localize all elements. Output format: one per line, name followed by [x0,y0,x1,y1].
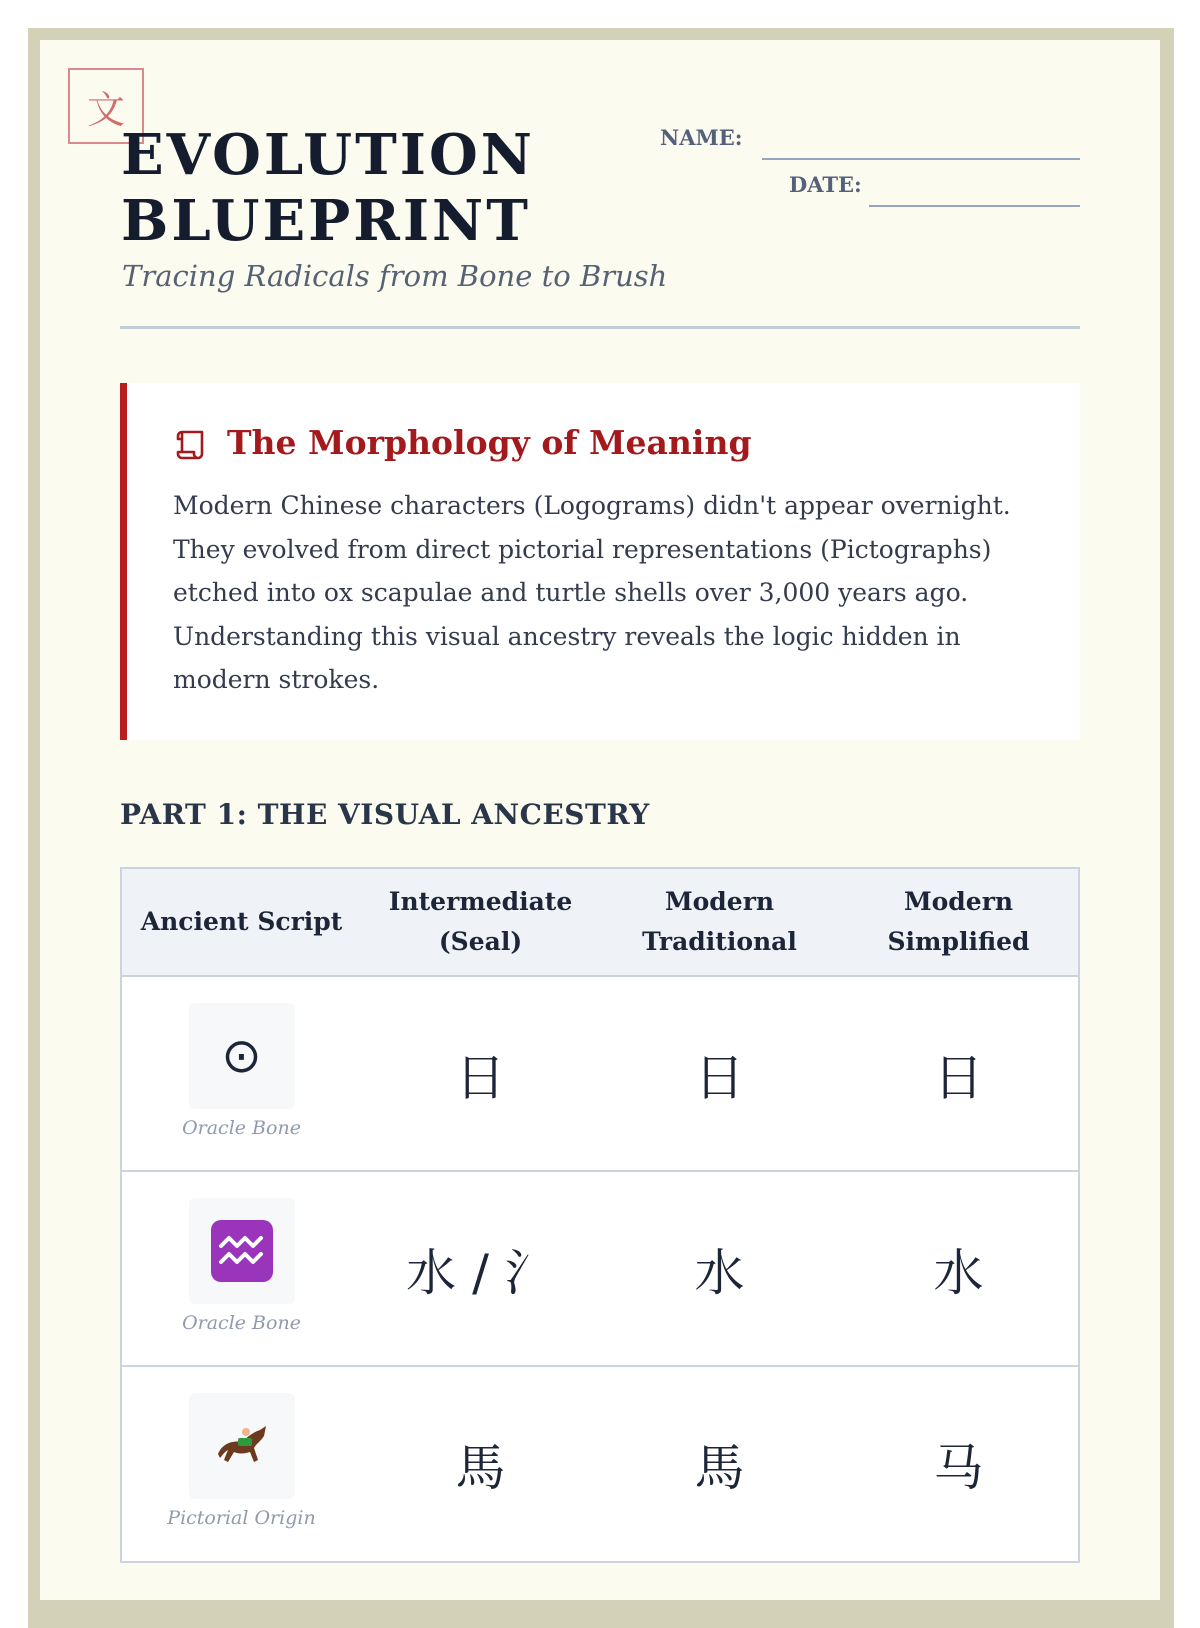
table-row [122,1172,1078,1367]
seal-character: 水 / 氵 [406,1243,555,1302]
simplified-cell [839,977,1078,1170]
date-label: DATE: [789,172,862,197]
table-row [122,977,1078,1172]
seal-character: 日 [455,1048,506,1107]
simplified-character: 水 [933,1243,984,1302]
traditional-character: 水 [694,1243,745,1302]
simplified-cell [839,1367,1078,1561]
water-waves-icon [189,1198,295,1304]
ancient-cell [122,1367,361,1561]
character-stamp-icon: 文 [68,68,144,144]
seal-cell [361,1172,600,1365]
page-title [121,122,535,254]
aquarius-symbol-icon [211,1220,273,1282]
traditional-cell [600,1172,839,1365]
section-heading: PART 1: THE VISUAL ANCESTRY [120,798,650,831]
column-header-simplified: Modern Simplified [887,887,1030,956]
column-header-ancient: Ancient Script [140,907,343,936]
simplified-character: 马 [933,1439,984,1497]
name-field[interactable] [762,158,1080,160]
sun-symbol-icon: ⊙ [189,1003,295,1109]
glyph-caption: Oracle Bone [182,1117,301,1139]
evolution-table [120,867,1080,1563]
ancient-cell [122,977,361,1170]
glyph-caption: Oracle Bone [182,1312,301,1334]
traditional-cell [600,1367,839,1561]
intro-heading: The Morphology of Meaning [227,423,752,462]
seal-cell [361,977,600,1170]
scroll-icon [173,427,209,463]
ancient-cell [122,1172,361,1365]
simplified-cell [839,1172,1078,1365]
title-line-2: BLUEPRINT [121,188,531,254]
horse-racing-icon [210,1414,274,1478]
table-header-row [122,869,1078,977]
traditional-character: 馬 [694,1439,745,1497]
header-divider [120,326,1080,329]
page-subtitle: Tracing Radicals from Bone to Brush [122,259,668,293]
name-label: NAME: [660,125,743,150]
glyph-caption: Pictorial Origin [167,1507,316,1529]
simplified-character: 日 [933,1048,984,1107]
column-header-seal: Intermediate (Seal) [388,887,573,956]
table-row [122,1367,1078,1561]
date-field[interactable] [869,205,1080,207]
intro-callout [120,383,1080,740]
traditional-character: 日 [694,1048,745,1107]
title-line-1: EVOLUTION [121,122,535,188]
seal-character: 馬 [455,1439,506,1497]
column-header-traditional: Modern Traditional [642,887,797,956]
seal-cell [361,1367,600,1561]
traditional-cell [600,977,839,1170]
intro-body: Modern Chinese characters (Logograms) didn't appear overnight. They evolved from direct pictorial representations (Pictographs) etched into ox scapulae and turtle shells over 3,000 years ago. Understanding this visual ancestry reveals the logic hidden in modern strokes. [173,491,1011,694]
horse-icon [189,1393,295,1499]
